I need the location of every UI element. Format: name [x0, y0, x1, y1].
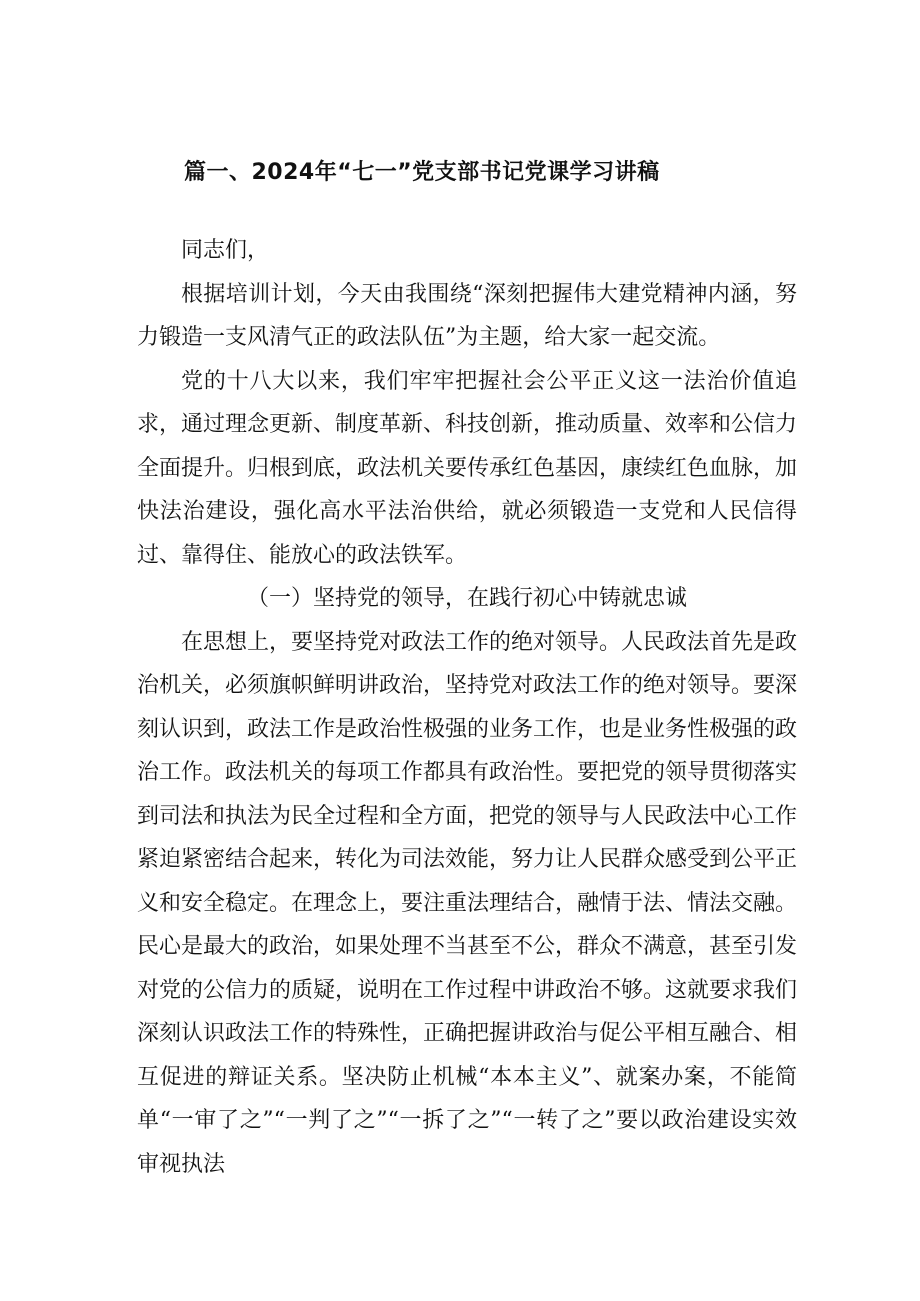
- background-paragraph: 党的十八大以来，我们牢牢把握社会公平正义这一法治价值追求，通过理念更新、制度革新、科技创新，推动质量、效率和公信力全面提升。归根到底，政法机关要传承红色基因，康续红色血脉，加快法治建设，强化高水平法治供给，就必须锻造一支党和人民信得过、靠得住、能放心的政法铁军。: [137, 368, 798, 568]
- document-body: [137, 229, 797, 1186]
- section-heading: （一）坚持党的领导，在践行初心中铸就忠诚: [246, 586, 687, 611]
- greeting-paragraph: 同志们，: [181, 238, 270, 263]
- document-title: 篇一、2024年“七一”党支部书记党课学习讲稿: [184, 160, 660, 185]
- section-paragraph: 在思想上，要坚持党对政法工作的绝对领导。人民政法首先是政治机关，必须旗帜鲜明讲政治，坚持党对政法工作的绝对领导。要深刻认识到，政法工作是政治性极强的业务工作，也是业务性极强的政治工作。政法机关的每项工作都具有政治性。要把党的领导贯彻落实到司法和执法为民全过程和全方面，把党的领导与人民政法中心工作紧迫紧密结合起来，转化为司法效能，努力让人民群众感受到公平正义和安全稳定。在理念上，要注重法理结合，融情于法、情法交融。民心是最大的政治，如果处理不当甚至不公，群众不满意，甚至引发对党的公信力的质疑，说明在工作过程中讲政治不够。这就要求我们深刻认识政法工作的特殊性，正确把握讲政治与促公平相互融合、相互促进的辩证关系。坚决防止机械“本本主义”、就案办案，不能简单“一审了之”“一判了之”“一拆了之”“一转了之”要以政治建设实效审视执法: [137, 629, 798, 1177]
- intro-paragraph: 根据培训计划，今天由我围绕“深刻把握伟大建党精神内涵，努力锻造一支风清气正的政法队伍”为主题，给大家一起交流。: [137, 281, 797, 350]
